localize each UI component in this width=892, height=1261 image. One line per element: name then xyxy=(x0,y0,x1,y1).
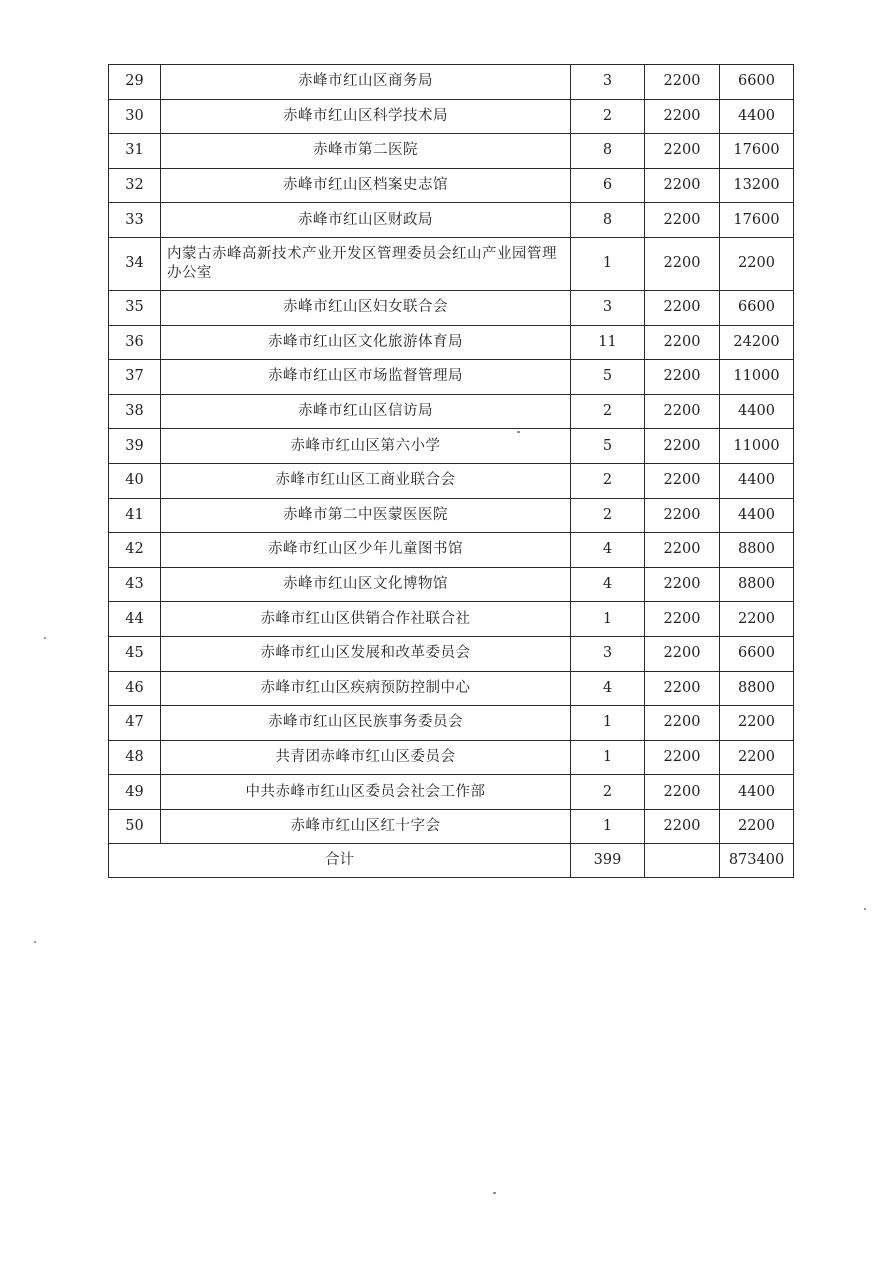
row-index: 45 xyxy=(109,636,161,671)
row-index: 36 xyxy=(109,325,161,360)
person-count: 4 xyxy=(571,533,645,568)
table-row xyxy=(109,203,794,238)
row-index: 40 xyxy=(109,463,161,498)
total-amount: 13200 xyxy=(720,168,794,203)
scan-speck xyxy=(517,431,520,433)
scan-speck xyxy=(34,941,36,943)
unit-name: 赤峰市红山区信访局 xyxy=(161,394,571,429)
unit-name: 赤峰市红山区文化旅游体育局 xyxy=(161,325,571,360)
person-count: 5 xyxy=(571,360,645,395)
row-index: 30 xyxy=(109,99,161,134)
row-index: 29 xyxy=(109,65,161,100)
total-amount: 11000 xyxy=(720,429,794,464)
standard-amount: 2200 xyxy=(645,775,720,810)
row-index: 48 xyxy=(109,740,161,775)
row-index: 35 xyxy=(109,290,161,325)
standard-amount: 2200 xyxy=(645,203,720,238)
person-count: 2 xyxy=(571,498,645,533)
table-row xyxy=(109,706,794,741)
unit-name: 赤峰市红山区红十字会 xyxy=(161,809,571,844)
row-index: 31 xyxy=(109,134,161,169)
unit-name: 赤峰市第二中医蒙医医院 xyxy=(161,498,571,533)
standard-amount: 2200 xyxy=(645,290,720,325)
total-amount: 8800 xyxy=(720,533,794,568)
table-row xyxy=(109,394,794,429)
unit-name: 赤峰市第二医院 xyxy=(161,134,571,169)
row-index: 32 xyxy=(109,168,161,203)
table-row xyxy=(109,99,794,134)
row-index: 37 xyxy=(109,360,161,395)
total-amount: 2200 xyxy=(720,809,794,844)
table-row xyxy=(109,463,794,498)
total-amount: 2200 xyxy=(720,237,794,290)
row-index: 47 xyxy=(109,706,161,741)
unit-name: 内蒙古赤峰高新技术产业开发区管理委员会红山产业园管理办公室 xyxy=(161,237,571,290)
table-row xyxy=(109,237,794,290)
unit-name: 赤峰市红山区文化博物馆 xyxy=(161,567,571,602)
person-count: 1 xyxy=(571,602,645,637)
total-amount: 6600 xyxy=(720,636,794,671)
standard-amount: 2200 xyxy=(645,463,720,498)
row-index: 33 xyxy=(109,203,161,238)
total-amount: 24200 xyxy=(720,325,794,360)
scan-speck xyxy=(493,1192,496,1194)
total-amount: 4400 xyxy=(720,394,794,429)
row-index: 46 xyxy=(109,671,161,706)
total-label: 合计 xyxy=(109,844,571,878)
person-count: 2 xyxy=(571,775,645,810)
unit-name: 赤峰市红山区档案史志馆 xyxy=(161,168,571,203)
person-count: 5 xyxy=(571,429,645,464)
person-count: 8 xyxy=(571,134,645,169)
standard-amount: 2200 xyxy=(645,325,720,360)
table-row xyxy=(109,671,794,706)
person-count: 2 xyxy=(571,463,645,498)
standard-amount: 2200 xyxy=(645,809,720,844)
row-index: 44 xyxy=(109,602,161,637)
total-amount: 17600 xyxy=(720,134,794,169)
standard-amount: 2200 xyxy=(645,567,720,602)
table-row xyxy=(109,134,794,169)
standard-amount: 2200 xyxy=(645,237,720,290)
person-count: 3 xyxy=(571,636,645,671)
person-count: 1 xyxy=(571,809,645,844)
unit-name: 赤峰市红山区发展和改革委员会 xyxy=(161,636,571,671)
unit-name: 中共赤峰市红山区委员会社会工作部 xyxy=(161,775,571,810)
person-count: 8 xyxy=(571,203,645,238)
standard-amount: 2200 xyxy=(645,99,720,134)
total-amount: 4400 xyxy=(720,775,794,810)
table-row xyxy=(109,809,794,844)
total-amount: 4400 xyxy=(720,463,794,498)
unit-name: 赤峰市红山区工商业联合会 xyxy=(161,463,571,498)
standard-amount: 2200 xyxy=(645,134,720,169)
row-index: 49 xyxy=(109,775,161,810)
unit-name: 赤峰市红山区供销合作社联合社 xyxy=(161,602,571,637)
standard-amount: 2200 xyxy=(645,168,720,203)
unit-name: 赤峰市红山区少年儿童图书馆 xyxy=(161,533,571,568)
total-amount: 2200 xyxy=(720,602,794,637)
scan-speck xyxy=(44,637,46,639)
row-index: 38 xyxy=(109,394,161,429)
total-count: 399 xyxy=(571,844,645,878)
row-index: 42 xyxy=(109,533,161,568)
table-row xyxy=(109,775,794,810)
total-amount: 11000 xyxy=(720,360,794,395)
allocation-table xyxy=(108,64,794,878)
total-amount: 6600 xyxy=(720,290,794,325)
table-row xyxy=(109,740,794,775)
unit-name: 赤峰市红山区疾病预防控制中心 xyxy=(161,671,571,706)
person-count: 3 xyxy=(571,65,645,100)
total-row xyxy=(109,844,794,878)
total-standard xyxy=(645,844,720,878)
standard-amount: 2200 xyxy=(645,706,720,741)
standard-amount: 2200 xyxy=(645,671,720,706)
unit-name: 赤峰市红山区民族事务委员会 xyxy=(161,706,571,741)
person-count: 4 xyxy=(571,671,645,706)
table-row xyxy=(109,168,794,203)
table-row xyxy=(109,498,794,533)
standard-amount: 2200 xyxy=(645,360,720,395)
person-count: 1 xyxy=(571,237,645,290)
unit-name: 赤峰市红山区第六小学 xyxy=(161,429,571,464)
total-amount: 8800 xyxy=(720,671,794,706)
unit-name: 共青团赤峰市红山区委员会 xyxy=(161,740,571,775)
table-row xyxy=(109,567,794,602)
total-amount: 4400 xyxy=(720,99,794,134)
total-amount: 2200 xyxy=(720,706,794,741)
person-count: 4 xyxy=(571,567,645,602)
table-row xyxy=(109,65,794,100)
row-index: 39 xyxy=(109,429,161,464)
table-row xyxy=(109,290,794,325)
standard-amount: 2200 xyxy=(645,533,720,568)
table-row xyxy=(109,325,794,360)
total-amount: 873400 xyxy=(720,844,794,878)
person-count: 11 xyxy=(571,325,645,360)
standard-amount: 2200 xyxy=(645,602,720,637)
total-amount: 8800 xyxy=(720,567,794,602)
standard-amount: 2200 xyxy=(645,429,720,464)
person-count: 2 xyxy=(571,394,645,429)
unit-name: 赤峰市红山区科学技术局 xyxy=(161,99,571,134)
person-count: 6 xyxy=(571,168,645,203)
person-count: 1 xyxy=(571,706,645,741)
row-index: 43 xyxy=(109,567,161,602)
person-count: 1 xyxy=(571,740,645,775)
table-row xyxy=(109,602,794,637)
unit-name: 赤峰市红山区市场监督管理局 xyxy=(161,360,571,395)
unit-name: 赤峰市红山区财政局 xyxy=(161,203,571,238)
standard-amount: 2200 xyxy=(645,498,720,533)
unit-name: 赤峰市红山区妇女联合会 xyxy=(161,290,571,325)
row-index: 41 xyxy=(109,498,161,533)
standard-amount: 2200 xyxy=(645,65,720,100)
person-count: 3 xyxy=(571,290,645,325)
total-amount: 17600 xyxy=(720,203,794,238)
table-row xyxy=(109,360,794,395)
standard-amount: 2200 xyxy=(645,394,720,429)
row-index: 34 xyxy=(109,237,161,290)
standard-amount: 2200 xyxy=(645,740,720,775)
person-count: 2 xyxy=(571,99,645,134)
table-row xyxy=(109,429,794,464)
table-row xyxy=(109,636,794,671)
table-row xyxy=(109,533,794,568)
unit-name: 赤峰市红山区商务局 xyxy=(161,65,571,100)
total-amount: 2200 xyxy=(720,740,794,775)
total-amount: 4400 xyxy=(720,498,794,533)
standard-amount: 2200 xyxy=(645,636,720,671)
total-amount: 6600 xyxy=(720,65,794,100)
scan-speck xyxy=(864,908,866,910)
row-index: 50 xyxy=(109,809,161,844)
